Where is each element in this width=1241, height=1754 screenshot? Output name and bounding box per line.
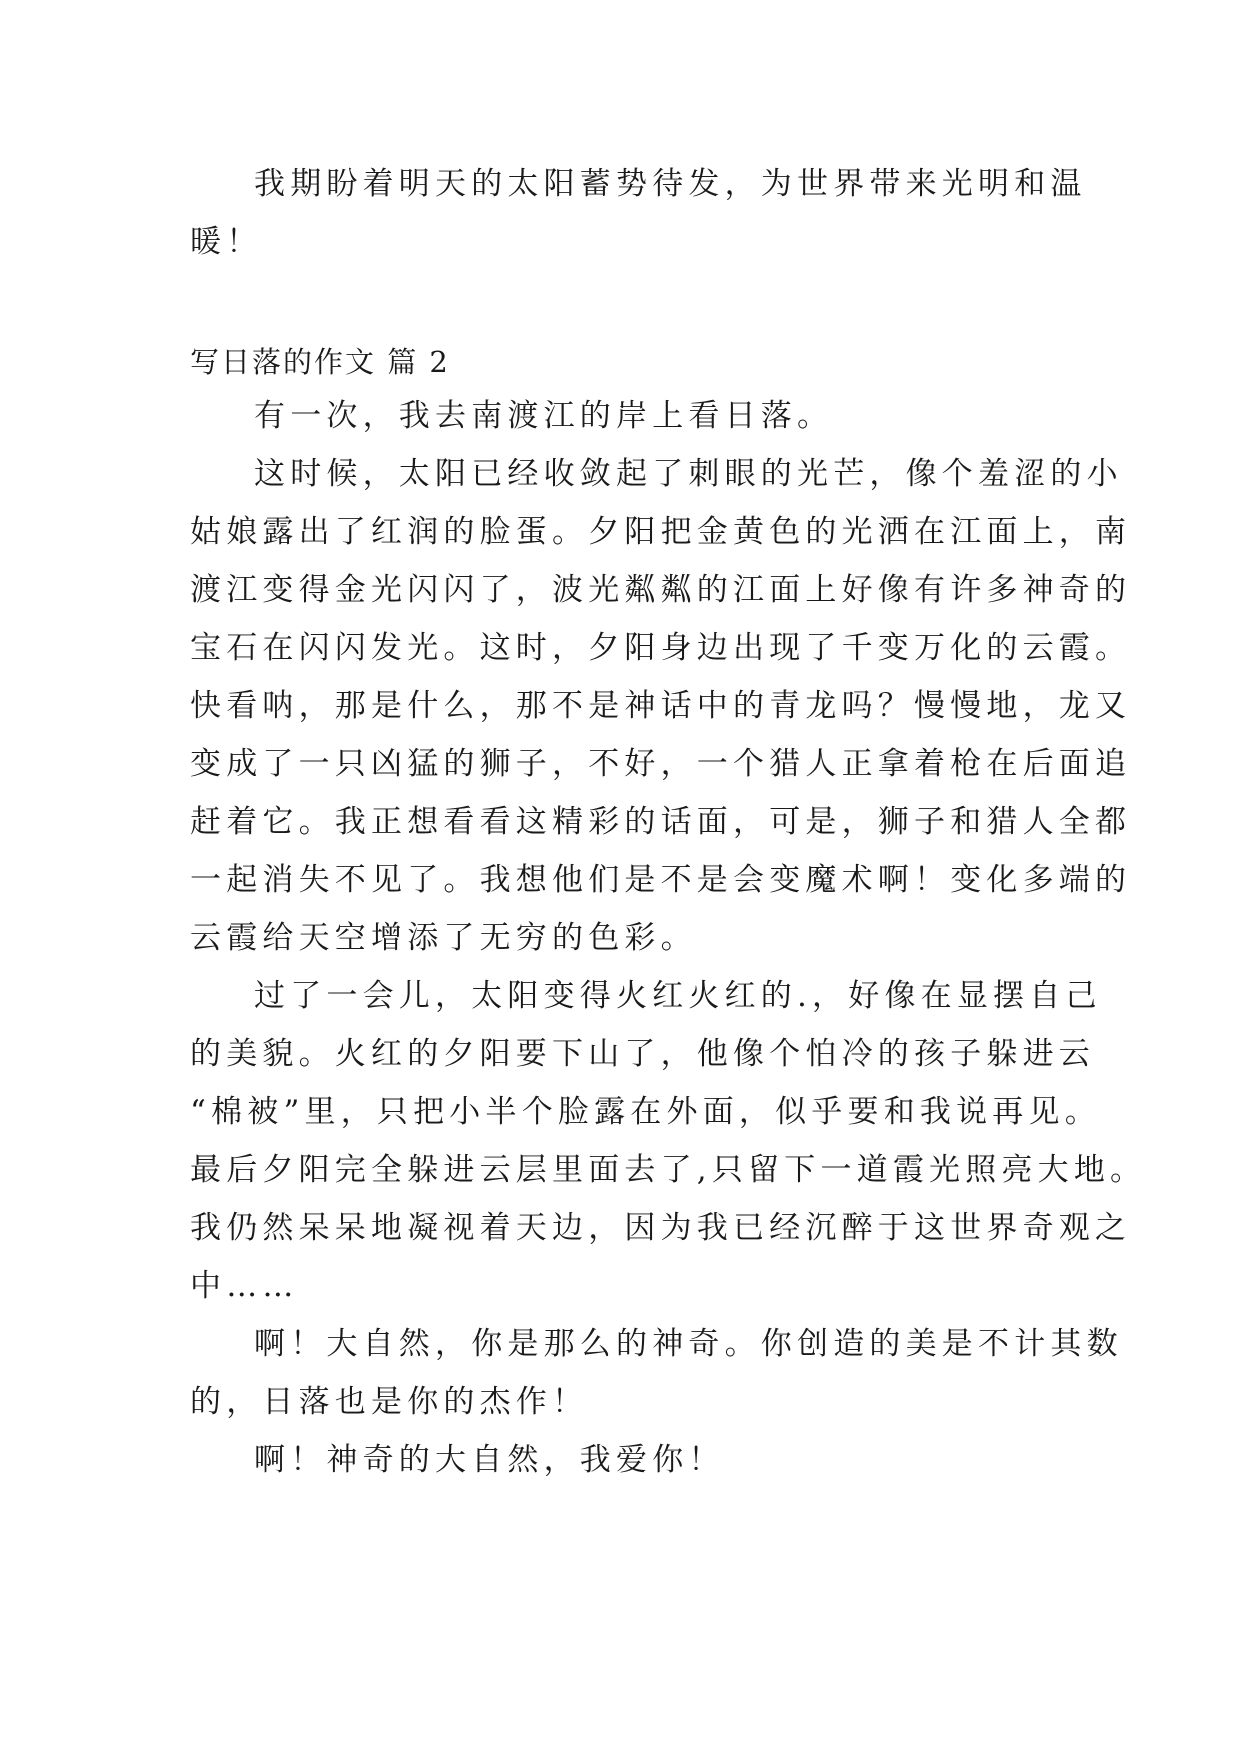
paragraph-line: 我期盼着明天的太阳蓄势待发，为世界带来光明和温 xyxy=(254,166,1087,202)
paragraph-line: 啊！大自然，你是那么的神奇。你创造的美是不计其数 xyxy=(254,1326,1123,1362)
section-heading: 写日落的作文 篇 2 xyxy=(190,345,450,379)
paragraph-line: 快看呐，那是什么，那不是神话中的青龙吗？慢慢地，龙又 xyxy=(190,688,1132,724)
paragraph-line: 赶着它。我正想看看这精彩的话面，可是，狮子和猎人全都 xyxy=(190,804,1132,840)
paragraph-line: 最后夕阳完全躲进云层里面去了,只留下一道霞光照亮大地。 xyxy=(190,1152,1147,1188)
paragraph-line: 一起消失不见了。我想他们是不是会变魔术啊！变化多端的 xyxy=(190,862,1132,898)
paragraph-line: 姑娘露出了红润的脸蛋。夕阳把金黄色的光洒在江面上，南 xyxy=(190,514,1132,550)
paragraph-line: “棉被”里，只把小半个脸露在外面，似乎要和我说再见。 xyxy=(190,1094,1101,1130)
paragraph-line: 的，日落也是你的杰作！ xyxy=(190,1384,589,1420)
paragraph-line: 的美貌。火红的夕阳要下山了，他像个怕冷的孩子躲进云 xyxy=(190,1036,1095,1072)
paragraph-line: 宝石在闪闪发光。这时，夕阳身边出现了千变万化的云霞。 xyxy=(190,630,1132,666)
paragraph-line: 有一次，我去南渡江的岸上看日落。 xyxy=(254,398,834,434)
paragraph-line: 我仍然呆呆地凝视着天边，因为我已经沉醉于这世界奇观之 xyxy=(190,1210,1132,1246)
paragraph-line: 云霞给天空增添了无穷的色彩。 xyxy=(190,920,697,956)
paragraph-line: 中…… xyxy=(190,1268,299,1304)
paragraph-line: 过了一会儿，太阳变得火红火红的.，好像在显摆自己 xyxy=(254,978,1102,1014)
paragraph-line: 啊！神奇的大自然，我爱你！ xyxy=(254,1442,725,1478)
paragraph-line: 这时候，太阳已经收敛起了刺眼的光芒，像个羞涩的小 xyxy=(254,456,1123,492)
paragraph-line: 渡江变得金光闪闪了，波光粼粼的江面上好像有许多神奇的 xyxy=(190,572,1132,608)
paragraph-line: 变成了一只凶猛的狮子，不好，一个猎人正拿着枪在后面追 xyxy=(190,746,1132,782)
paragraph-line: 暖！ xyxy=(190,224,263,260)
